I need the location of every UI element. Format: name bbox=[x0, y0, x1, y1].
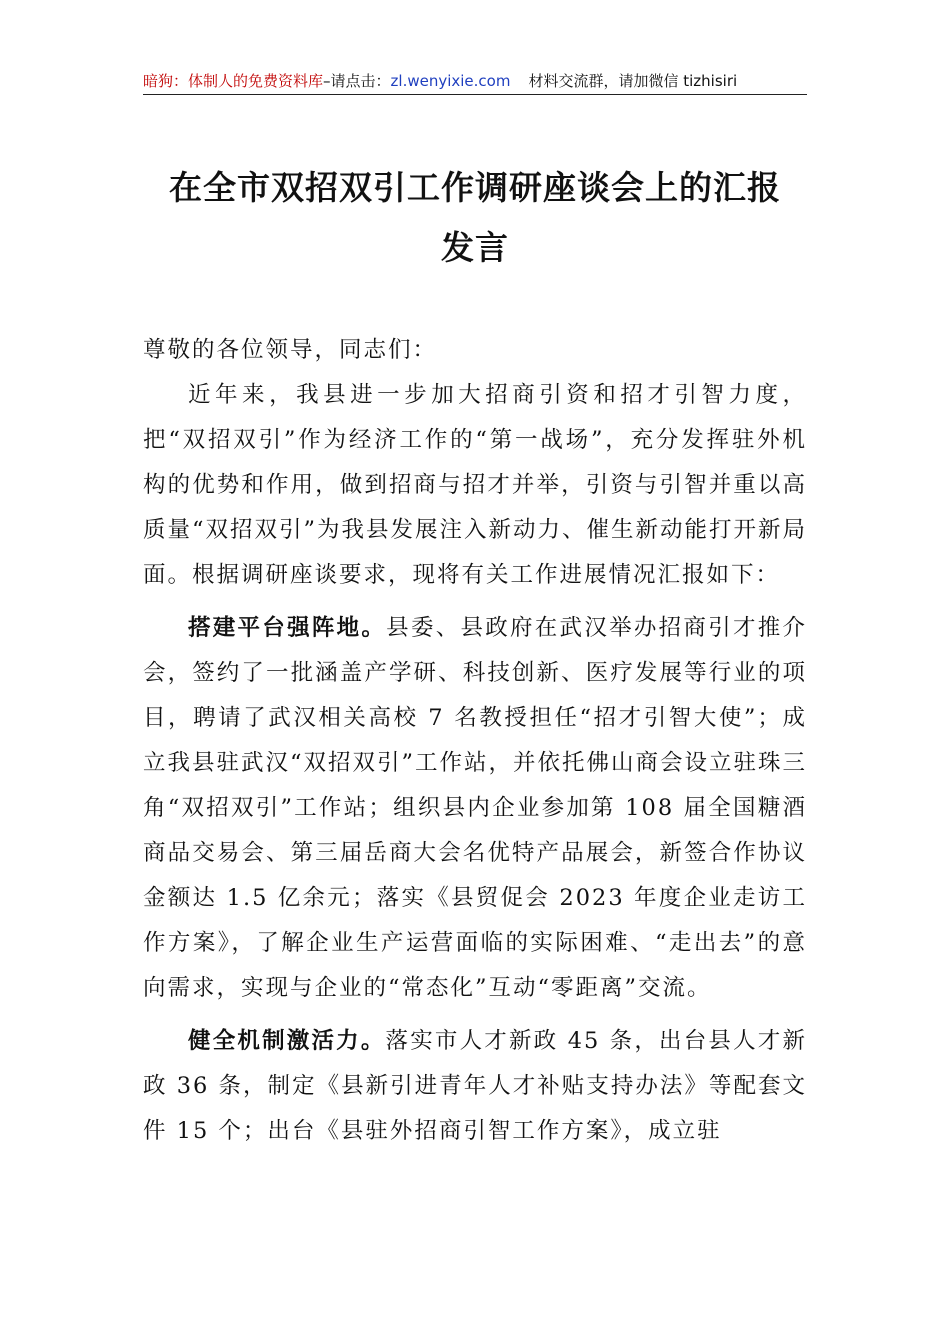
section-1-paragraph bbox=[143, 606, 807, 1011]
title-line-2: 发言 bbox=[441, 228, 509, 267]
document-title bbox=[143, 158, 807, 278]
title-line-1: 在全市双招双引工作调研座谈会上的汇报 bbox=[169, 168, 781, 207]
header-contact: 材料交流群，请加微信 tizhisiri bbox=[528, 72, 738, 90]
intro-paragraph: 近年来，我县进一步加大招商引资和招才引智力度，把“双招双引”作为经济工作的“第一战场”，充分发挥驻外机构的优势和作用，做到招商与招才并举，引资与引智并重以高质量“双招双引”为我县发展注入新动力、催生新动能打开新局面。根据调研座谈要求，现将有关工作进展情况汇报如下： bbox=[143, 382, 808, 588]
header-prompt: –请点击： bbox=[323, 72, 391, 90]
header-link[interactable]: zl.wenyixie.com bbox=[390, 72, 511, 90]
section-2-paragraph bbox=[143, 1019, 807, 1154]
document-body bbox=[143, 328, 807, 1154]
header-divider bbox=[143, 94, 807, 95]
page-header bbox=[143, 66, 807, 96]
section-1-lead: 搭建平台强阵地。 bbox=[188, 615, 387, 641]
section-2-text: 落实市人才新政 45 条，出台县人才新政 36 条，制定《县新引进青年人才补贴支持办法》等配套文件 15 个；出台《县驻外招商引智工作方案》，成立驻 bbox=[143, 1028, 807, 1144]
section-1-text: 县委、县政府在武汉举办招商引才推介会，签约了一批涵盖产学研、科技创新、医疗发展等行业的项目，聘请了武汉相关高校 7 名教授担任“招才引智大使”；成立我县驻武汉“双招双引”工作站，并依托佛山商会设立驻珠三角“双招双引”工作站；组织县内企业参加第 108 届全国糖酒商品交易会、第三届岳商大会名优特产品展会，新签合作协议金额达 1.5 亿余元；落实《县贸促会 2023 年度企业走访工作方案》，了解企业生产运营面临的实际困难、“走出去”的意向需求，实现与企业的“常态化”互动“零距离”交流。 bbox=[143, 615, 808, 1001]
section-2-lead: 健全机制激活力。 bbox=[188, 1028, 386, 1054]
header-brand: 暗狗：体制人的免费资料库 bbox=[143, 72, 324, 90]
salutation: 尊敬的各位领导，同志们： bbox=[143, 337, 438, 363]
